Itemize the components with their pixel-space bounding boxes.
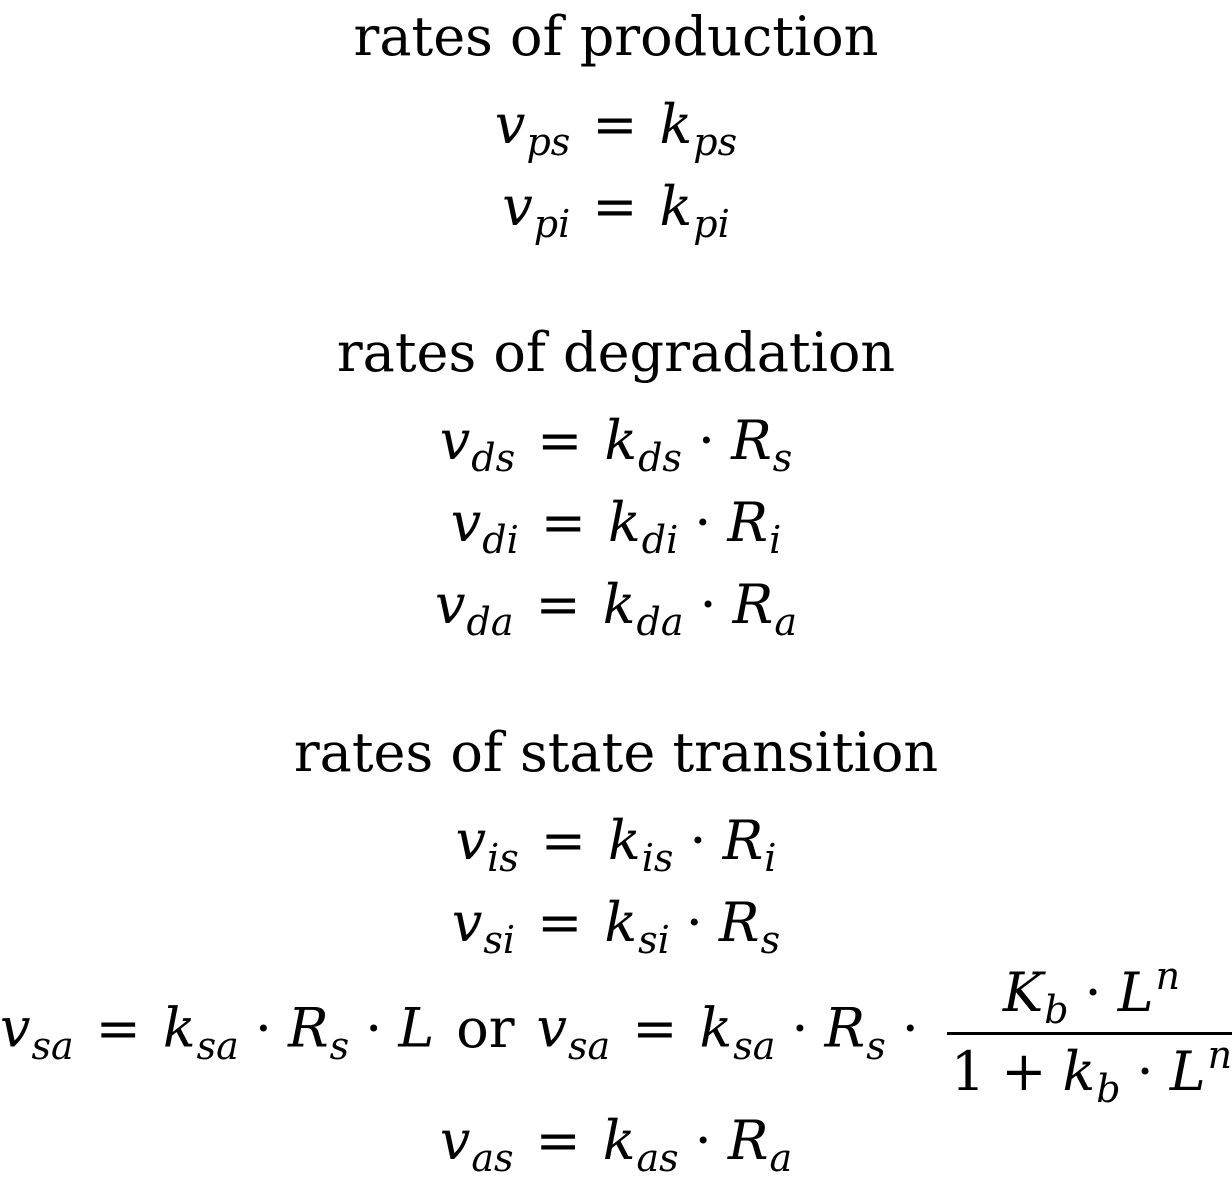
receptor-symbol: R <box>824 996 866 1060</box>
constant-subscript: ds <box>638 436 682 480</box>
constant-symbol: k <box>659 93 693 156</box>
equals-sign: = <box>537 891 583 954</box>
receptor-symbol: R <box>732 573 774 636</box>
rate-subscript: di <box>482 518 519 562</box>
constant-subscript: ps <box>693 120 738 164</box>
receptor-subscript: a <box>769 1136 793 1180</box>
fraction-denominator <box>947 1033 1232 1112</box>
receptor-subscript: s <box>329 1023 350 1068</box>
multiply-dot: · <box>254 996 272 1060</box>
multiply-dot: · <box>901 996 919 1060</box>
multiply-dot: · <box>699 573 717 636</box>
receptor-symbol: R <box>722 809 764 872</box>
fraction-numerator <box>947 954 1232 1035</box>
rate-subscript: pi <box>533 202 571 246</box>
equals-sign: = <box>632 996 678 1060</box>
rate-subscript: si <box>483 918 516 962</box>
equation-v-pi <box>0 175 1232 246</box>
hill-fraction <box>947 954 1232 1112</box>
receptor-symbol: R <box>727 491 769 554</box>
receptor-symbol: R <box>731 409 772 472</box>
receptor-subscript: a <box>774 600 797 644</box>
rate-subscript: sa <box>31 1023 74 1068</box>
rate-subscript: ds <box>471 436 516 480</box>
multiply-dot: · <box>791 996 809 1060</box>
hill-exponent: n <box>1155 954 1181 998</box>
heading-production: rates of production <box>353 5 879 68</box>
equals-sign: = <box>535 1109 581 1172</box>
binding-constant-subscript: b <box>1044 988 1069 1032</box>
equals-sign: = <box>540 809 587 872</box>
equation-v-ps <box>0 93 1232 164</box>
equals-sign: = <box>540 491 587 554</box>
equation-v-si <box>0 891 1232 962</box>
constant-symbol: k <box>602 1109 636 1172</box>
constant-subscript: si <box>638 918 670 962</box>
ligand-symbol: L <box>1169 1040 1206 1104</box>
hill-exponent: n <box>1207 1033 1232 1078</box>
equation-v-as <box>0 1109 1232 1180</box>
constant-subscript: di <box>641 518 679 562</box>
constant-symbol: k <box>602 573 636 636</box>
receptor-subscript: i <box>769 518 782 562</box>
receptor-subscript: s <box>866 1023 886 1068</box>
constant-subscript: sa <box>733 1023 776 1068</box>
ligand-symbol: L <box>1117 961 1154 1024</box>
rate-symbol: v <box>536 996 568 1060</box>
multiply-dot: · <box>685 891 703 954</box>
rate-subscript: sa <box>568 1023 611 1068</box>
constant-subscript: is <box>641 836 674 880</box>
equals-sign: = <box>592 93 638 156</box>
equals-sign: = <box>592 175 638 238</box>
constant-subscript: da <box>636 600 684 644</box>
multiply-dot: · <box>697 409 716 472</box>
binding-constant-symbol: K <box>1002 961 1044 1024</box>
equals-sign: = <box>95 996 141 1060</box>
rate-symbol: v <box>455 809 487 872</box>
rate-symbol: v <box>0 996 31 1060</box>
constant-subscript: sa <box>196 1023 239 1068</box>
receptor-symbol: R <box>287 996 329 1060</box>
rate-symbol: v <box>439 409 471 472</box>
receptor-symbol: R <box>718 891 760 954</box>
constant-subscript: pi <box>693 202 730 246</box>
constant-symbol: k <box>608 809 641 872</box>
constant-symbol: k <box>604 409 638 472</box>
equation-v-sa <box>0 954 1232 1112</box>
constant-symbol: k <box>659 175 693 238</box>
multiply-dot: · <box>689 809 707 872</box>
plus-sign: + <box>1001 1040 1047 1104</box>
rate-symbol: v <box>451 891 483 954</box>
receptor-subscript: i <box>764 836 777 880</box>
multiply-dot: · <box>694 491 712 554</box>
rate-subscript: is <box>487 836 519 880</box>
constant-symbol: k <box>699 996 733 1060</box>
heading-transition: rates of state transition <box>293 721 939 784</box>
receptor-subscript: s <box>760 918 781 962</box>
one-constant: 1 <box>950 1040 986 1104</box>
constant-symbol: k <box>604 891 638 954</box>
rate-symbol: v <box>502 175 533 238</box>
constant-subscript: as <box>636 1136 679 1180</box>
binding-constant-subscript: b <box>1096 1067 1121 1112</box>
rate-symbol: v <box>450 491 482 554</box>
equation-v-da <box>0 573 1232 644</box>
rate-symbol: v <box>439 1109 471 1172</box>
or-connector: or <box>456 996 515 1060</box>
binding-constant-symbol: k <box>1062 1040 1096 1104</box>
receptor-symbol: R <box>727 1109 769 1172</box>
rate-symbol: v <box>494 93 526 156</box>
equals-sign: = <box>535 573 581 636</box>
heading-degradation: rates of degradation <box>336 321 896 384</box>
multiply-dot: · <box>365 996 383 1060</box>
constant-symbol: k <box>608 491 641 554</box>
equation-v-ds <box>0 409 1232 480</box>
ligand-symbol: L <box>398 996 435 1060</box>
constant-symbol: k <box>162 996 196 1060</box>
receptor-subscript: s <box>772 436 793 480</box>
rate-subscript: as <box>471 1136 514 1180</box>
equals-sign: = <box>537 409 583 472</box>
multiply-dot: · <box>1084 961 1102 1024</box>
rate-subscript: da <box>466 600 514 644</box>
multiply-dot: · <box>1136 1040 1154 1104</box>
multiply-dot: · <box>694 1109 712 1172</box>
rate-symbol: v <box>435 573 466 636</box>
equation-v-di <box>0 491 1232 562</box>
equation-v-is <box>0 809 1232 880</box>
rate-subscript: ps <box>526 120 571 164</box>
